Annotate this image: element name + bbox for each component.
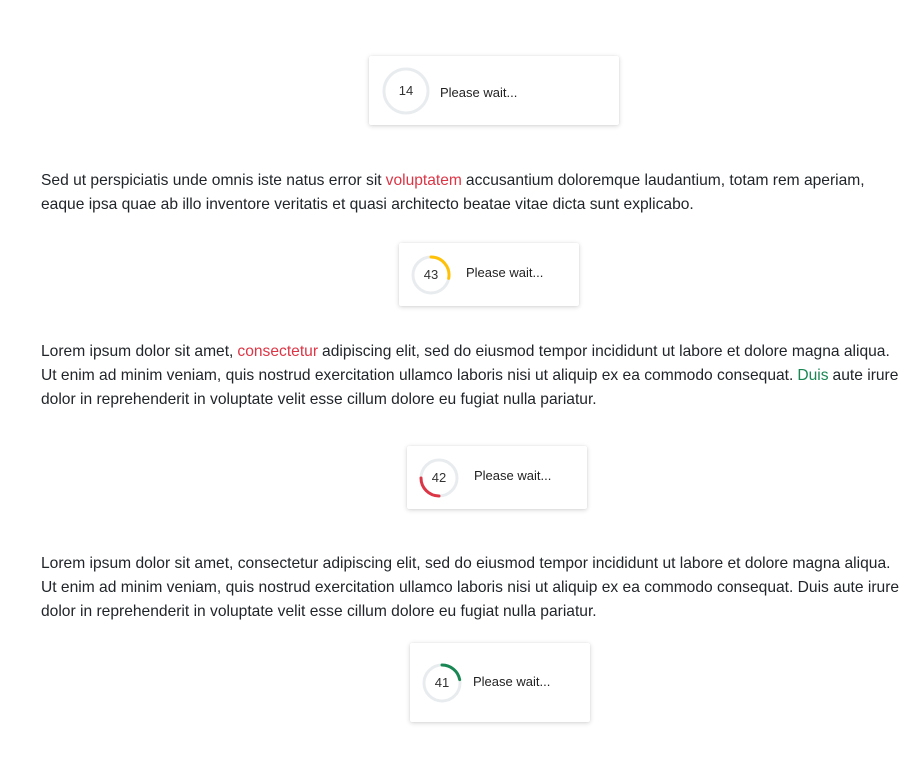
paragraph-text: Lorem ipsum dolor sit amet, [41,343,234,360]
paragraph-text: Sed ut perspiciatis unde omnis iste natus error sit [41,172,382,189]
loader-card-1 [369,56,619,125]
spinner-count: 42 [431,470,447,485]
paragraph-3 [41,552,901,624]
highlight-duis: Duis [797,367,829,384]
spinner-1 [382,67,430,115]
paragraph-text: adipiscing elit, sed do eiusmod tempor incididunt ut labore et dolore magna aliqua. Ut enim ad minim veniam, quis nostrud exercitation ullamco laboris nisi ut aliquip ex ea commodo consequat. [41,343,890,384]
paragraph-2 [41,340,901,412]
loader-card-3 [407,446,587,509]
loader-card-4 [410,643,590,722]
paragraph-text: Lorem ipsum dolor sit amet, consectetur adipiscing elit, sed do eiusmod tempor incididunt ut labore et dolore magna aliqua. Ut enim ad minim veniam, quis nostrud exercitation ullamco laboris nisi ut aliquip ex ea commodo consequat. Duis aute irure dolor in reprehenderit in voluptate velit esse cillum dolore eu fugiat nulla pariatur. [41,555,900,620]
wait-text: Please wait... [466,265,544,280]
spinner-count: 41 [434,675,450,690]
paragraph-text: accusantium doloremque laudantium, totam rem aperiam, eaque ipsa quae ab illo inventore veritatis et quasi architecto beatae vitae dicta sunt explicabo. [41,172,865,213]
spinner-count: 43 [423,267,439,282]
spinner-2 [411,255,451,295]
highlight-voluptatem: voluptatem [385,172,462,189]
paragraph-text: aute irure dolor in reprehenderit in voluptate velit esse cillum dolore eu fugiat nulla pariatur. [41,367,899,408]
loader-card-2 [399,243,579,306]
highlight-consectetur: consectetur [237,343,319,360]
wait-text: Please wait... [440,84,518,100]
paragraph-1 [41,169,901,217]
spinner-count: 14 [398,83,414,98]
wait-text: Please wait... [474,468,552,483]
wait-text: Please wait... [473,674,551,689]
spinner-3 [419,458,459,498]
spinner-4 [422,663,462,703]
